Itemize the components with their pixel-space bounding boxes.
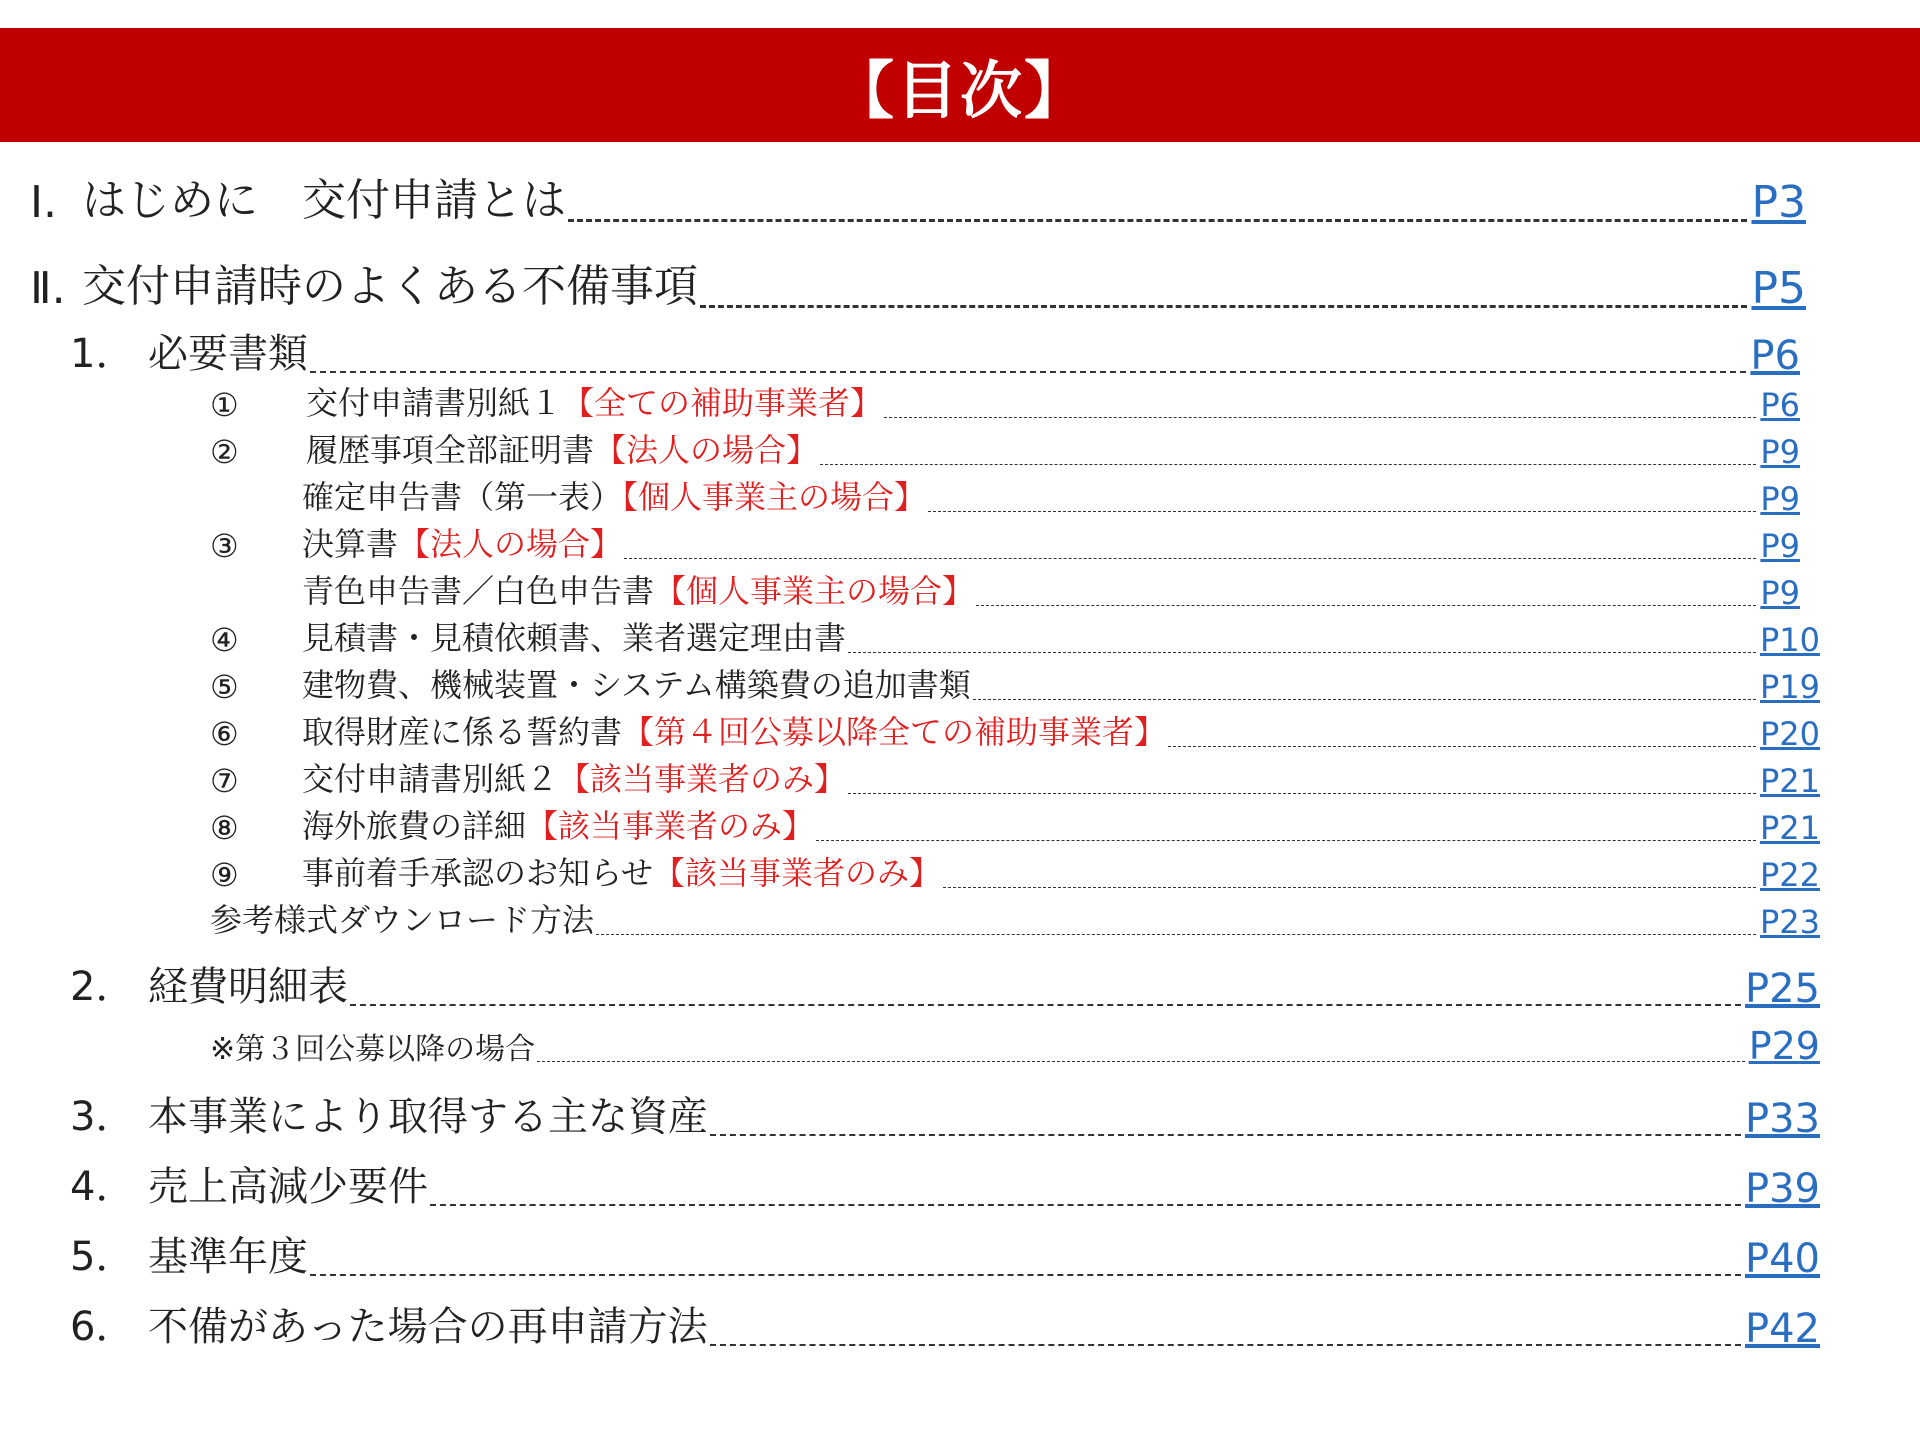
toc-number: ⑤ [210, 668, 239, 706]
toc-number: Ⅱ. [30, 263, 66, 314]
toc-entry-7[interactable] [210, 519, 1800, 565]
page-link[interactable]: P9 [1760, 433, 1800, 471]
toc-number: ① [210, 386, 239, 424]
page-link[interactable]: P21 [1759, 809, 1820, 847]
page-link[interactable]: P19 [1759, 668, 1820, 706]
toc-label: 海外旅費の詳細【該当事業者のみ】 [302, 807, 815, 845]
toc-entry-10[interactable] [210, 660, 1820, 706]
page-link[interactable]: P10 [1759, 621, 1820, 659]
toc-label: 参考様式ダウンロード方法 [210, 901, 595, 939]
dotted-leader [816, 840, 1756, 841]
toc-number: 4． [70, 1164, 136, 1210]
dotted-leader [310, 1274, 1741, 1276]
page-title: 【目次】 [831, 53, 1088, 127]
dotted-leader [568, 219, 1747, 222]
page-link[interactable]: P42 [1744, 1306, 1820, 1352]
toc-entry-16[interactable] [70, 955, 1820, 1012]
toc-entry-13[interactable] [210, 801, 1820, 847]
toc-entry-5[interactable] [210, 425, 1800, 471]
page-link[interactable]: P22 [1759, 856, 1820, 894]
toc-entry-14[interactable] [210, 848, 1820, 894]
toc-label: 事前着手承認のお知らせ【該当事業者のみ】 [302, 854, 942, 892]
dotted-leader [976, 605, 1756, 606]
toc-number: 1． [70, 331, 136, 377]
page-link[interactable]: P6 [1760, 386, 1800, 424]
toc-label: 取得財産に係る誓約書【第４回公募以降全ての補助事業者】 [302, 713, 1167, 751]
dotted-leader [848, 652, 1756, 653]
toc-number: 3． [70, 1094, 136, 1140]
dotted-leader [820, 464, 1756, 465]
dotted-leader [310, 371, 1746, 373]
toc-number: ⑧ [210, 809, 239, 847]
toc-number: ③ [210, 527, 239, 565]
page-link[interactable]: P6 [1750, 333, 1800, 379]
toc-entry-1[interactable] [30, 164, 1806, 228]
toc-label: 青色申告書／白色申告書【個人事業主の場合】 [302, 572, 975, 610]
dotted-leader [710, 1344, 1741, 1346]
toc-number: 5． [70, 1234, 136, 1280]
toc-number: ⑨ [210, 856, 239, 894]
toc-label: 交付申請時のよくある不備事項 [82, 261, 698, 312]
dotted-leader [928, 511, 1756, 512]
toc-label: 必要書類 [148, 331, 308, 377]
page-link[interactable]: P33 [1744, 1096, 1820, 1142]
toc-entry-8[interactable] [210, 566, 1800, 612]
toc-entry-6[interactable] [210, 472, 1800, 518]
dotted-leader [350, 1004, 1741, 1006]
toc-label: はじめに 交付申請とは [82, 175, 566, 226]
toc-label: 本事業により取得する主な資産 [148, 1094, 708, 1140]
toc-number: Ⅰ. [30, 177, 57, 228]
page-link[interactable]: P3 [1751, 177, 1806, 228]
toc-label: 決算書【法人の場合】 [302, 525, 623, 563]
page-link[interactable]: P9 [1760, 480, 1800, 518]
toc-entry-9[interactable] [210, 613, 1820, 659]
page-link[interactable]: P9 [1760, 574, 1800, 612]
toc-entry-19[interactable] [70, 1155, 1820, 1212]
page-link[interactable]: P25 [1744, 966, 1820, 1012]
dotted-leader [973, 699, 1756, 700]
toc-number: ② [210, 433, 239, 471]
dotted-leader [710, 1134, 1741, 1136]
dotted-leader [943, 887, 1756, 888]
dotted-leader [596, 934, 1756, 935]
dotted-leader [624, 558, 1756, 559]
toc-label: 履歴事項全部証明書【法人の場合】 [306, 431, 819, 469]
page-link[interactable]: P5 [1751, 263, 1806, 314]
toc-entry-2[interactable] [30, 250, 1806, 314]
toc-label: 建物費、機械装置・システム構築費の追加書類 [302, 666, 971, 704]
toc-label: 経費明細表 [148, 964, 348, 1010]
toc-label: 確定申告書（第一表）【個人事業主の場合】 [302, 478, 927, 516]
toc-entry-11[interactable] [210, 707, 1820, 753]
toc-label: 見積書・見積依頼書、業者選定理由書 [302, 619, 847, 657]
toc-number: ④ [210, 621, 239, 659]
toc-label: 交付申請書別紙１【全ての補助事業者】 [306, 384, 883, 422]
toc-entry-3[interactable] [70, 322, 1800, 379]
page-link[interactable]: P9 [1760, 527, 1800, 565]
toc-label: ※第３回公募以降の場合 [210, 1032, 536, 1067]
toc-label: 基準年度 [148, 1234, 308, 1280]
toc-entry-12[interactable] [210, 754, 1820, 800]
page-link[interactable]: P20 [1759, 715, 1820, 753]
page-link[interactable]: P29 [1748, 1024, 1820, 1068]
toc-number: ⑥ [210, 715, 239, 753]
toc-entry-18[interactable] [70, 1085, 1820, 1142]
toc-number: ⑦ [210, 762, 239, 800]
toc-label: 交付申請書別紙２【該当事業者のみ】 [302, 760, 847, 798]
page-link[interactable]: P40 [1744, 1236, 1820, 1282]
dotted-leader [537, 1061, 1745, 1062]
dotted-leader [700, 305, 1747, 308]
toc-label: 不備があった場合の再申請方法 [148, 1304, 708, 1350]
toc-entry-17[interactable] [210, 1024, 1820, 1068]
toc-entry-21[interactable] [70, 1295, 1820, 1352]
toc-entry-4[interactable] [210, 378, 1800, 424]
dotted-leader [1168, 746, 1756, 747]
toc-number: 2． [70, 964, 136, 1010]
toc-label: 売上高減少要件 [148, 1164, 428, 1210]
dotted-leader [848, 793, 1756, 794]
page-link[interactable]: P23 [1759, 903, 1820, 941]
dotted-leader [430, 1204, 1741, 1206]
toc-entry-15[interactable] [210, 895, 1820, 941]
toc-entry-20[interactable] [70, 1225, 1820, 1282]
dotted-leader [884, 417, 1756, 418]
toc-number: 6． [70, 1304, 136, 1350]
page-link[interactable]: P39 [1744, 1166, 1820, 1212]
page-link[interactable]: P21 [1759, 762, 1820, 800]
